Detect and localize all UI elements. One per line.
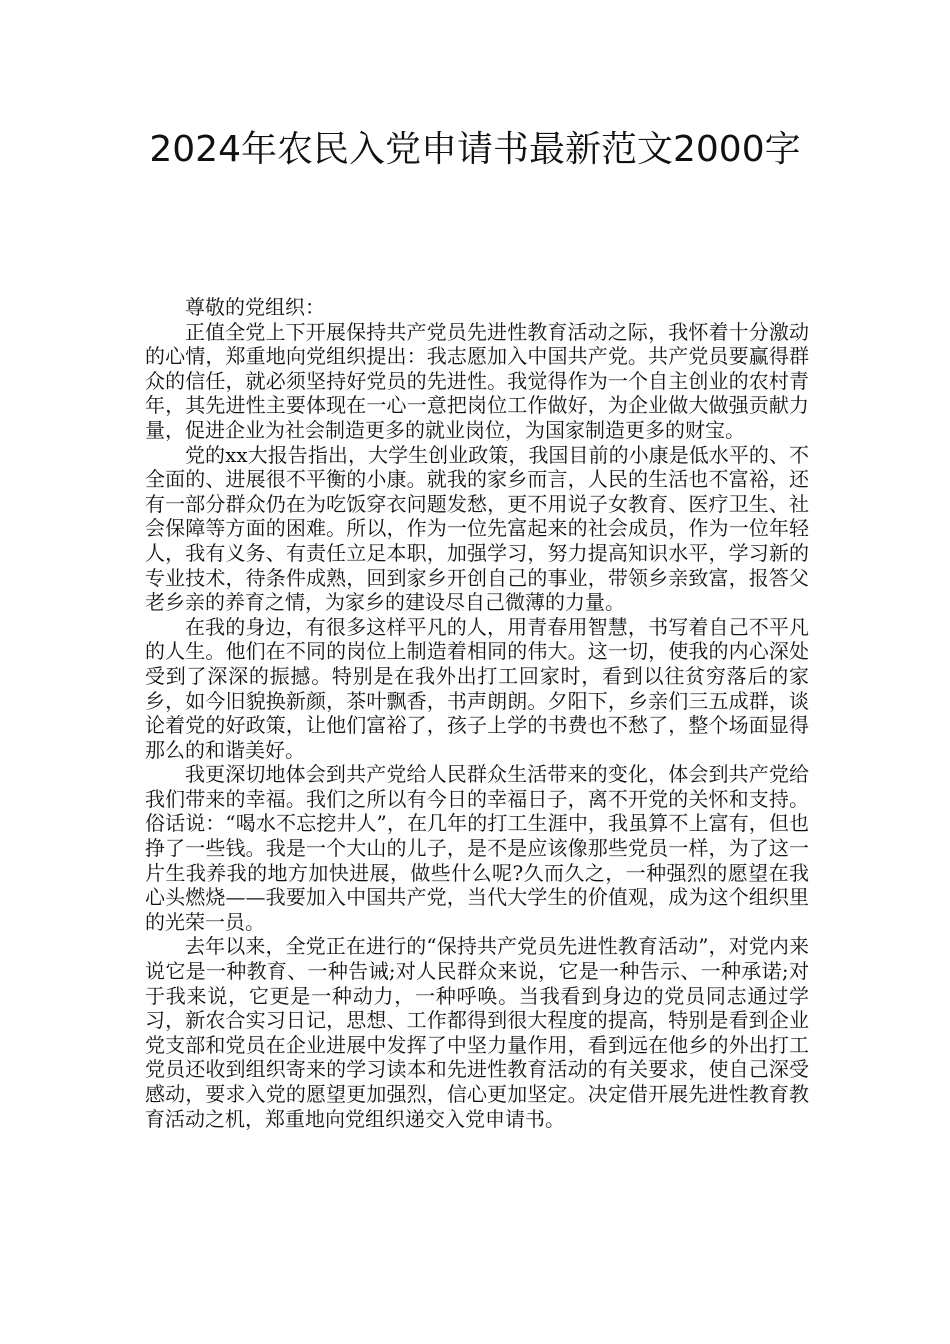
paragraph-1: 正值全党上下开展保持共产党员先进性教育活动之际，我怀着十分激动的心情，郑重地向党组织提出：我志愿加入中国共产党。共产党员要赢得群众的信任，就必须坚持好党员的先进性。我觉得作为一个自主创业的农村青年，其先进性主要体现在一心一意把岗位工作做好，为企业做大做强贡献力量，促进企业为社会制造更多的就业岗位，为国家制造更多的财宝。 (145, 319, 809, 442)
paragraph-2: 党的xx大报告指出，大学生创业政策，我国目前的小康是低水平的、不全面的、进展很不平衡的小康。就我的家乡而言，人民的生活也不富裕，还有一部分群众仍在为吃饭穿衣问题发愁，更不用说子女教育、医疗卫生、社会保障等方面的困难。所以，作为一位先富起来的社会成员，作为一位年轻人，我有义务、有责任立足本职，加强学习，努力提高知识水平，学习新的专业技术，待条件成熟，回到家乡开创自己的事业，带领乡亲致富，报答父老乡亲的养育之情，为家乡的建设尽自己微薄的力量。 (145, 442, 809, 615)
document-title: 2024年农民入党申请书最新范文2000字 (149, 129, 801, 170)
paragraph-5: 去年以来，全党正在进行的“保持共产党员先进性教育活动”，对党内来说它是一种教育、一种告诫;对人民群众来说，它是一种告示、一种承诺;对于我来说，它更是一种动力，一种呼唤。当我看到身边的党员同志通过学习，新农合实习日记，思想、工作都得到很大程度的提高，特别是看到企业党支部和党员在企业进展中发挥了中坚力量作用，看到远在他乡的外出打工党员还收到组织寄来的学习读本和先进性教育活动的有关要求，使自己深受感动，要求入党的愿望更加强烈，信心更加坚定。决定借开展先进性教育教育活动之机，郑重地向党组织递交入党申请书。 (145, 934, 809, 1131)
document-body (145, 295, 809, 1131)
salutation: 尊敬的党组织： (185, 295, 325, 319)
paragraph-4: 我更深切地体会到共产党给人民群众生活带来的变化，体会到共产党给我们带来的幸福。我们之所以有今日的幸福日子，离不开党的关怀和支持。俗话说：“喝水不忘挖井人”，在几年的打工生涯中，我虽算不上富有，但也挣了一些钱。我是一个大山的儿子，是不是应该像那些党员一样，为了这一片生我养我的地方加快进展，做些什么呢?久而久之，一种强烈的愿望在我心头燃烧——我要加入中国共产党，当代大学生的价值观，成为这个组织里的光荣一员。 (145, 762, 809, 934)
paragraph-3: 在我的身边，有很多这样平凡的人，用青春用智慧，书写着自己不平凡的人生。他们在不同的岗位上制造着相同的伟大。这一切，使我的内心深处受到了深深的振撼。特别是在我外出打工回家时，看到以往贫穷落后的家乡，如今旧貌换新颜，茶叶飘香，书声朗朗。夕阳下，乡亲们三五成群，谈论着党的好政策，让他们富裕了，孩子上学的书费也不愁了，整个场面显得那么的和谐美好。 (145, 614, 809, 762)
